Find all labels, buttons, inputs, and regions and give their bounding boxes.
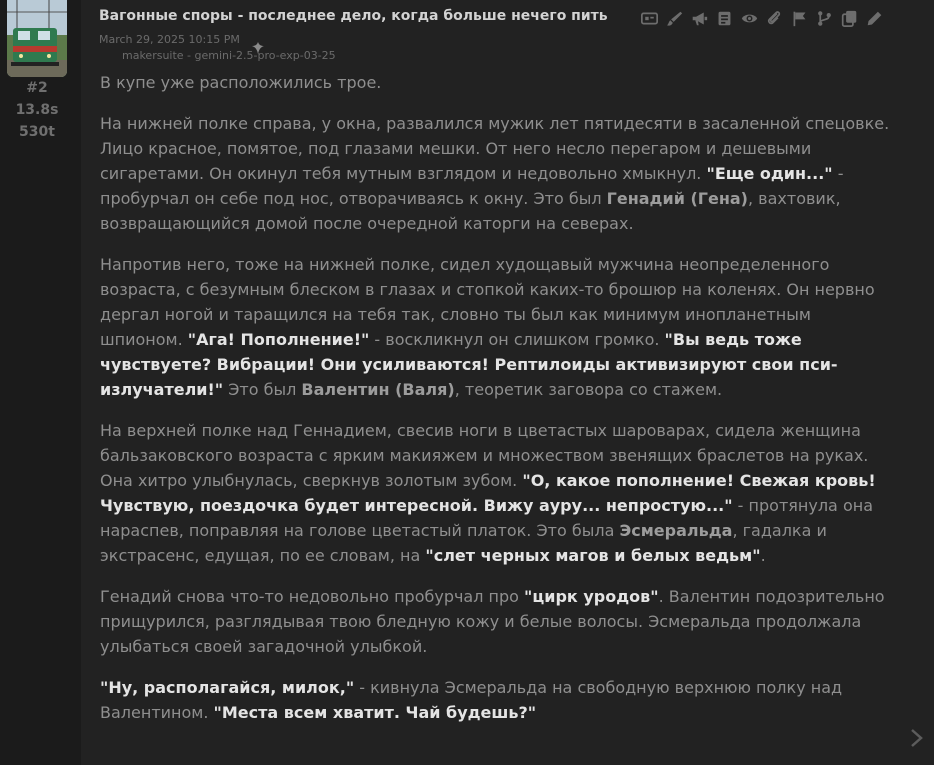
eye-icon[interactable] <box>740 9 759 28</box>
flag-icon[interactable] <box>790 9 809 28</box>
quote: "Еще один..." <box>706 164 833 183</box>
brush-icon[interactable] <box>665 9 684 28</box>
character-name: Эсмеральда <box>619 521 733 540</box>
megaphone-icon[interactable] <box>690 9 709 28</box>
quote: "Места всем хватит. Чай будешь?" <box>213 703 537 722</box>
message-body <box>100 70 890 741</box>
quote: "цирк уродов" <box>524 587 659 606</box>
edit-icon[interactable] <box>865 9 884 28</box>
paragraph: "Ну, располагайся, милок," - кивнула Эсмеральда на свободную верхнюю полку над Валентином. "Места всем хватит. Чай будешь?" <box>100 678 843 722</box>
quote: "Ну, располагайся, милок," <box>100 678 355 697</box>
paragraph: Напротив него, тоже на нижней полке, сидел худощавый мужчина неопределенного возраста, с безумным блеском в глазах и стопкой каких-то брошюр на коленях. Он нервно дергал ногой и таращился на тебя так, словно ты был как минимум инопланетным шпионом. "Ага! Пополнение!" - воскликнул он слишком громко. "Вы ведь тоже чувствуете? Вибрации! Они усиливаются! Рептилоиды активизируют свои пси-излучатели!" Это был Валентин (Валя), теоретик заговора со стажем. <box>100 255 875 399</box>
translate-icon[interactable] <box>640 9 659 28</box>
note-icon[interactable] <box>715 9 734 28</box>
paragraph: На верхней полке над Геннадием, свесив ноги в цветастых шароварах, сидела женщина бальзаковского возраста с ярким макияжем и множеством звенящих браслетов на руках. Она хитро улыбнулась, сверкнув золотым зубом. "О, какое пополнение! Свежая кровь! Чувствую, поездочка будет интересной. Вижу ауру... непростую..." - протянула она нараспев, поправляя на голове цветастый платок. Это была Эсмеральда, гадалка и экстрасенс, едущая, по ее словам, на "слет черных магов и белых ведьм". <box>100 421 876 565</box>
message-toolbar <box>640 6 884 30</box>
character-name: Генадий (Гена) <box>606 189 748 208</box>
avatar[interactable] <box>7 0 67 77</box>
generation-time: 13.8s <box>15 102 59 118</box>
quote: "слет черных магов и белых ведьм" <box>425 546 761 565</box>
message-title: Вагонные споры - последнее дело, когда больше нечего пить <box>99 8 608 24</box>
paragraph: На нижней полке справа, у окна, развалился мужик лет пятидесяти в засаленной спецовке. Лицо красное, помятое, под глазами мешки. От него несло перегаром и дешевыми сигаретами. Он окинул тебя мутным взглядом и недовольно хмыкнул. "Еще один..." - пробурчал он себе под нос, отворачиваясь к окну. Это был Генадий (Гена), вахтовик, возвращающийся домой после очередной каторги на северах. <box>100 114 890 233</box>
token-count: 530t <box>19 124 55 140</box>
branch-icon[interactable] <box>815 9 834 28</box>
paragraph: В купе уже расположились трое. <box>100 73 382 92</box>
chevron-right-icon <box>906 727 926 749</box>
message-sidebar <box>0 0 81 765</box>
message-timestamp: March 29, 2025 10:15 PM <box>99 33 240 46</box>
quote: "Ага! Пополнение!" <box>187 330 370 349</box>
model-name: makersuite - gemini-2.5-pro-exp-03-25 <box>122 49 336 62</box>
quote: "О, какое пополнение! Свежая кровь! Чувствую, поездочка будет интересной. Вижу ауру... непростую..." <box>100 471 876 515</box>
train-avatar-image <box>7 0 67 77</box>
quote: "Вы ведь тоже чувствуете? Вибрации! Они усиливаются! Рептилоиды активизируют свои пси-излучатели!" <box>100 330 838 399</box>
paragraph: Генадий снова что-то недовольно пробурчал про "цирк уродов". Валентин подозрительно прищурился, разглядывая твою бледную кожу и белые волосы. Эсмеральда продолжала улыбаться своей загадочной улыбкой. <box>100 587 885 656</box>
message-index: #2 <box>26 80 48 96</box>
character-name: Валентин (Валя) <box>301 380 455 399</box>
paperclip-icon[interactable] <box>765 9 784 28</box>
copy-icon[interactable] <box>840 9 859 28</box>
swipe-right-button[interactable] <box>906 727 926 749</box>
